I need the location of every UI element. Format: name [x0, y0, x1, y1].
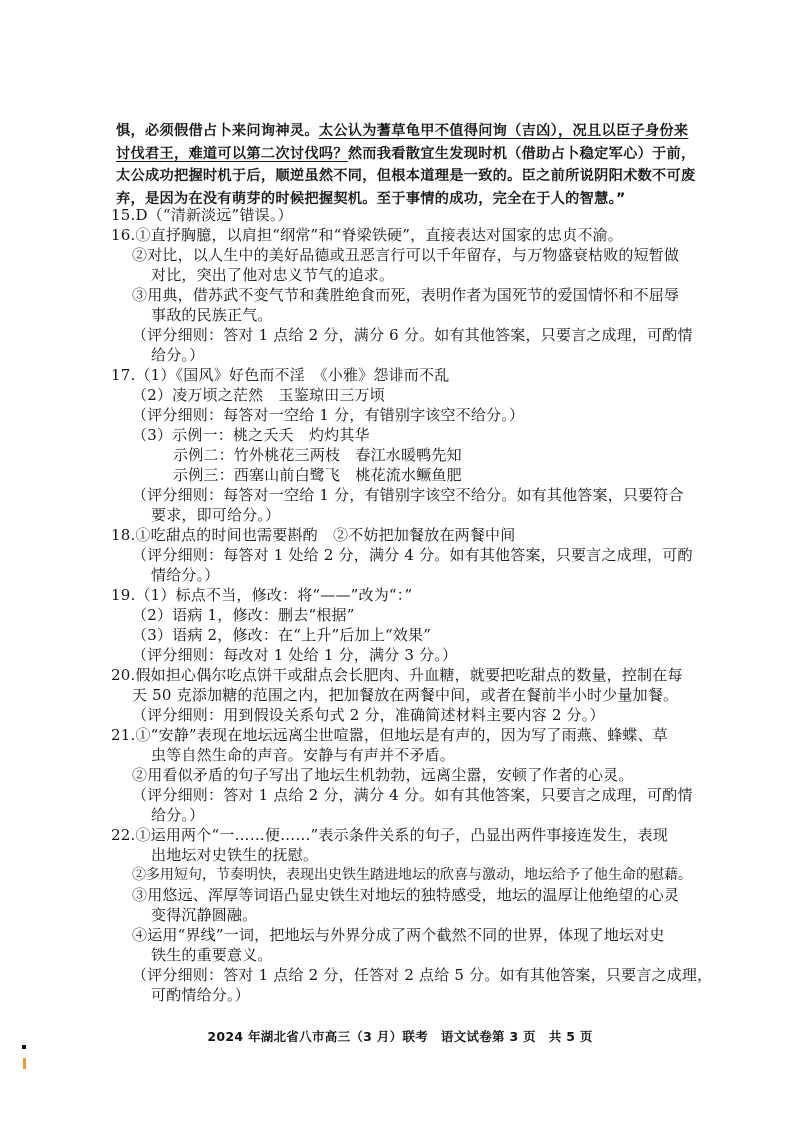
- answer-16-point-3-cont: 事敌的民族正气。: [151, 306, 273, 324]
- answer-19-3: （3）语病 2，修改：在“上升”后加上“效果”: [132, 626, 432, 644]
- scoring-rule-cont: 要求，即可给分。）: [151, 506, 281, 524]
- answer-20-cont: 天 50 克添加糖的范围之内，把加餐放在两餐中间，或者在餐前半小时少量加餐。: [132, 686, 679, 704]
- answer-17-3-example-2: 示例二：竹外桃花三两枝 春江水暖鸭先知: [173, 446, 462, 464]
- answer-19-2: （2）语病 1，修改：删去“根据”: [132, 606, 355, 624]
- answer-22-point-1: 22.①运用两个“一……便……”表示条件关系的句子，凸显出两件事接连发生，表现: [111, 826, 668, 844]
- answer-21-point-1: 21.①“安静”表现在地坛远离尘世喧嚣，但地坛是有声的，因为写了雨燕、蜂蝶、草: [111, 726, 668, 744]
- scan-mark-orange: [23, 1058, 26, 1069]
- answer-21-point-2: ②用看似矛盾的句子写出了地坛生机勃勃，远离尘嚣，安顿了作者的心灵。: [132, 766, 634, 784]
- answer-17-2: （2）凌万顷之茫然 玉鉴琼田三万顷: [132, 386, 385, 404]
- answer-22-point-4: ④运用“界线”一词，把地坛与外界分成了两个截然不同的世界，体现了地坛对史: [132, 926, 665, 944]
- answer-22-point-4-cont: 铁生的重要意义。: [151, 946, 273, 964]
- scan-mark: [22, 1045, 26, 1049]
- answer-15: 15.D（“清新淡远”错误。）: [111, 206, 293, 224]
- answer-16-point-2-cont: 对比，突出了他对忠义节气的追求。: [151, 266, 395, 284]
- scoring-rule-cont: 给分。）: [151, 346, 205, 364]
- answer-17-3: （3）示例一：桃之夭夭 灼灼其华: [132, 426, 370, 444]
- answer-22-point-1-cont: 出地坛对史铁生的抚慰。: [151, 846, 319, 864]
- scoring-rule-cont: 情给分。）: [151, 566, 220, 584]
- answer-22-point-3-cont: 变得沉静圆融。: [151, 906, 258, 924]
- scoring-rule: （评分细则：答对 1 点给 2 分，满分 6 分。如有其他答案，只要言之成理，可酌情: [132, 326, 693, 344]
- intro-line: 太公成功把握时机于后，顺逆虽然不同，但根本道理是一致的。臣之前所说阴阳术数不可废: [116, 168, 696, 184]
- answer-16-point-1: 16.①直抒胸臆，以肩担“纲常”和“脊梁铁硬”，直接表达对国家的忠贞不渝。: [111, 226, 623, 244]
- intro-line: 讨伐君王，难道可以第二次讨伐吗？然而我看散宜生发现时机（借助占卜稳定军心）于前，: [116, 146, 696, 162]
- scoring-rule: （评分细则：每答对一空给 1 分，有错别字该空不给分。）: [132, 406, 525, 424]
- answer-22-point-3: ③用悠远、浑厚等词语凸显史铁生对地坛的独特感受，地坛的温厚让他绝望的心灵: [132, 886, 680, 904]
- answer-17-1: 17.（1）《国风》好色而不淫 《小雅》怨诽而不乱: [111, 366, 450, 384]
- answer-22-point-2: ②多用短句，节奏明快，表现出史铁生踏进地坛的欣喜与激动，地坛给予了他生命的慰藉。: [132, 867, 692, 883]
- scoring-rule: （评分细则：答对 1 点给 2 分，满分 4 分。如有其他答案，只要言之成理，可酌情: [132, 786, 693, 804]
- scoring-rule-cont: 给分。）: [151, 806, 205, 824]
- answer-21-point-1-cont: 虫等自然生命的声音。安静与有声并不矛盾。: [151, 746, 456, 764]
- intro-line: 惧，必须假借占卜来问询神灵。太公认为蓍草龟甲不值得问询（吉凶），况且以臣子身份来: [116, 123, 689, 139]
- intro-line: 弃，是因为在没有萌芽的时候把握契机。至于事情的成功，完全在于人的智慧。”: [116, 191, 626, 207]
- page-footer: 2024 年湖北省八市高三（3 月）联考 语文试卷第 3 页 共 5 页: [207, 1029, 593, 1044]
- scoring-rule: （评分细则：用到假设关系句式 2 分，准确简述材料主要内容 2 分。）: [132, 706, 605, 724]
- answer-16-point-3: ③用典，借苏武不变气节和龚胜绝食而死，表明作者为国死节的爱国情怀和不屈辱: [132, 286, 680, 304]
- scoring-rule: （评分细则：答对 1 点给 2 分，任答对 2 点给 5 分。如有其他答案，只要言之成理，: [132, 966, 713, 984]
- answer-20: 20.假如担心偶尔吃点饼干或甜点会长肥肉、升血糖，就要把吃甜点的数量，控制在每: [111, 666, 683, 684]
- scoring-rule-cont: 可酌情给分。）: [151, 986, 250, 1004]
- answer-16-point-2: ②对比，以人生中的美好品德或丑恶言行可以千年留存，与万物盛衰枯败的短暂做: [132, 246, 680, 264]
- answer-19-1: 19.（1）标点不当，修改：将“——”改为“：”: [111, 586, 413, 604]
- scoring-rule: （评分细则：每改对 1 处给 1 分，满分 3 分。）: [132, 646, 458, 664]
- answer-18: 18.①吃甜点的时间也需要斟酌 ②不妨把加餐放在两餐中间: [111, 526, 516, 544]
- answer-17-3-example-3: 示例三：西塞山前白鹭飞 桃花流水鳜鱼肥: [173, 466, 462, 484]
- scoring-rule: （评分细则：每答对 1 处给 2 分，满分 4 分。如有其他答案，只要言之成理，可酌: [132, 546, 693, 564]
- scoring-rule: （评分细则：每答对一空给 1 分，有错别字该空不给分。如有其他答案，只要符合: [132, 486, 684, 504]
